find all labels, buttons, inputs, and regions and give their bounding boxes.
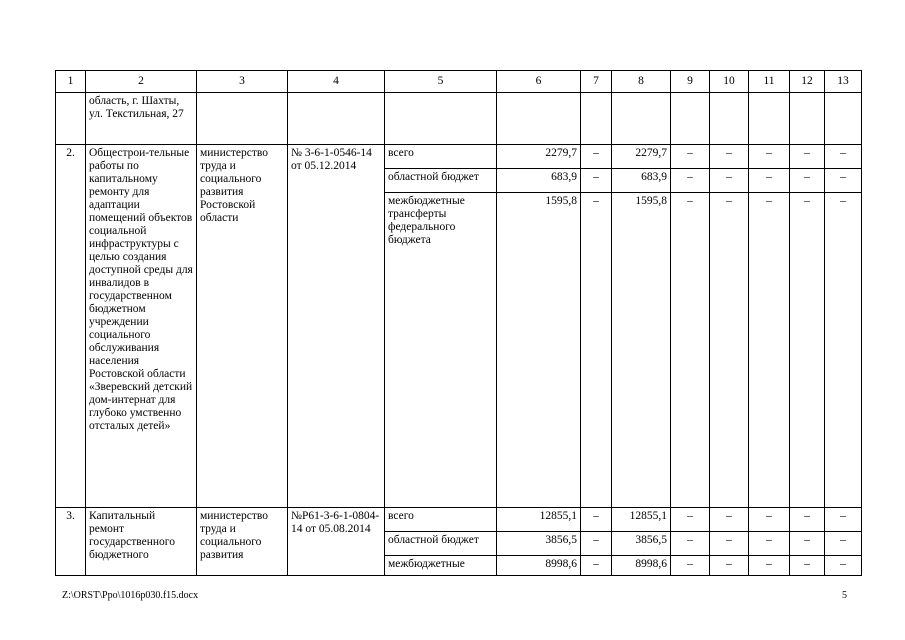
value-cell: – (710, 169, 749, 193)
header-cell: 13 (825, 71, 862, 93)
header-cell: 8 (612, 71, 671, 93)
value-cell: – (710, 193, 749, 508)
object-name-continuation: область, г. Шахты, ул. Текстильная, 27 (86, 93, 197, 145)
value-cell: – (749, 508, 790, 532)
header-cell: 7 (581, 71, 612, 93)
value-cell: – (749, 556, 790, 576)
header-cell: 4 (288, 71, 385, 93)
value-cell: – (790, 193, 825, 508)
row-number: 3. (56, 508, 86, 576)
table-cell (749, 93, 790, 145)
value-cell: – (671, 193, 710, 508)
value-cell: – (581, 556, 612, 576)
value-cell: – (825, 193, 862, 508)
value-cell: – (790, 508, 825, 532)
object-name: Общестрои-тельные работы по капитальному ремонту для адаптации помещений объектов социальной инфраструктуры с целью создания доступной среды для инвалидов в государственном бюджетном учреждении социального обслуживания населения Ростовской области «Зверевский детский дом-интернат для глубоко умственно отсталых детей» (86, 145, 197, 508)
value-cell: 12855,1 (612, 508, 671, 532)
page-number: 5 (842, 590, 847, 601)
value-cell: – (581, 193, 612, 508)
value-cell: – (581, 169, 612, 193)
value-cell: – (581, 508, 612, 532)
object-name: Капитальный ремонт государственного бюджетного (86, 508, 197, 576)
funding-source: областной бюджет (385, 532, 497, 556)
value-cell: – (825, 145, 862, 169)
value-cell: – (671, 145, 710, 169)
document-ref: № 3-6-1-0546-14 от 05.12.2014 (288, 145, 385, 508)
value-cell: – (749, 193, 790, 508)
header-cell: 3 (197, 71, 288, 93)
value-cell: – (710, 532, 749, 556)
header-cell: 11 (749, 71, 790, 93)
table-cell (581, 93, 612, 145)
value-cell: 683,9 (612, 169, 671, 193)
table-cell (385, 93, 497, 145)
value-cell: 1595,8 (497, 193, 581, 508)
value-cell: – (581, 532, 612, 556)
data-table (55, 70, 862, 576)
value-cell: 683,9 (497, 169, 581, 193)
funding-source: всего (385, 145, 497, 169)
value-cell: 2279,7 (497, 145, 581, 169)
value-cell: – (710, 508, 749, 532)
funding-source: межбюджетные трансферты федерального бюджета (385, 193, 497, 508)
continuation-row (56, 93, 862, 145)
value-cell: 3856,5 (497, 532, 581, 556)
table-cell (671, 93, 710, 145)
header-cell: 10 (710, 71, 749, 93)
table-cell (790, 93, 825, 145)
document-ref: №Р61-3-6-1-0804-14 от 05.08.2014 (288, 508, 385, 576)
value-cell: 1595,8 (612, 193, 671, 508)
value-cell: – (825, 169, 862, 193)
ministry-name: министерство труда и социального развития (197, 508, 288, 576)
header-cell: 12 (790, 71, 825, 93)
table-cell (197, 93, 288, 145)
table-row (56, 508, 862, 532)
value-cell: – (825, 556, 862, 576)
value-cell: – (671, 556, 710, 576)
value-cell: 3856,5 (612, 532, 671, 556)
value-cell: – (825, 508, 862, 532)
row-number: 2. (56, 145, 86, 508)
table-cell (497, 93, 581, 145)
value-cell: – (671, 169, 710, 193)
value-cell: – (749, 145, 790, 169)
table-cell (612, 93, 671, 145)
value-cell: 12855,1 (497, 508, 581, 532)
value-cell: – (790, 556, 825, 576)
header-row (56, 71, 862, 93)
funding-source: областной бюджет (385, 169, 497, 193)
table-cell (288, 93, 385, 145)
table-row (56, 145, 862, 169)
table-cell (56, 93, 86, 145)
value-cell: – (790, 532, 825, 556)
header-cell: 1 (56, 71, 86, 93)
document-path: Z:\ORST\Ppo\1016p030.f15.docx (62, 590, 199, 601)
header-cell: 2 (86, 71, 197, 93)
header-cell: 9 (671, 71, 710, 93)
header-cell: 6 (497, 71, 581, 93)
value-cell: 2279,7 (612, 145, 671, 169)
value-cell: 8998,6 (612, 556, 671, 576)
value-cell: – (581, 145, 612, 169)
ministry-name: министерство труда и социального развития Ростовской области (197, 145, 288, 508)
value-cell: – (825, 532, 862, 556)
table-cell (710, 93, 749, 145)
funding-source: межбюджетные (385, 556, 497, 576)
funding-source: всего (385, 508, 497, 532)
value-cell: – (749, 169, 790, 193)
table-cell (825, 93, 862, 145)
value-cell: 8998,6 (497, 556, 581, 576)
value-cell: – (710, 556, 749, 576)
header-cell: 5 (385, 71, 497, 93)
value-cell: – (671, 532, 710, 556)
value-cell: – (671, 508, 710, 532)
value-cell: – (790, 169, 825, 193)
value-cell: – (790, 145, 825, 169)
value-cell: – (749, 532, 790, 556)
value-cell: – (710, 145, 749, 169)
